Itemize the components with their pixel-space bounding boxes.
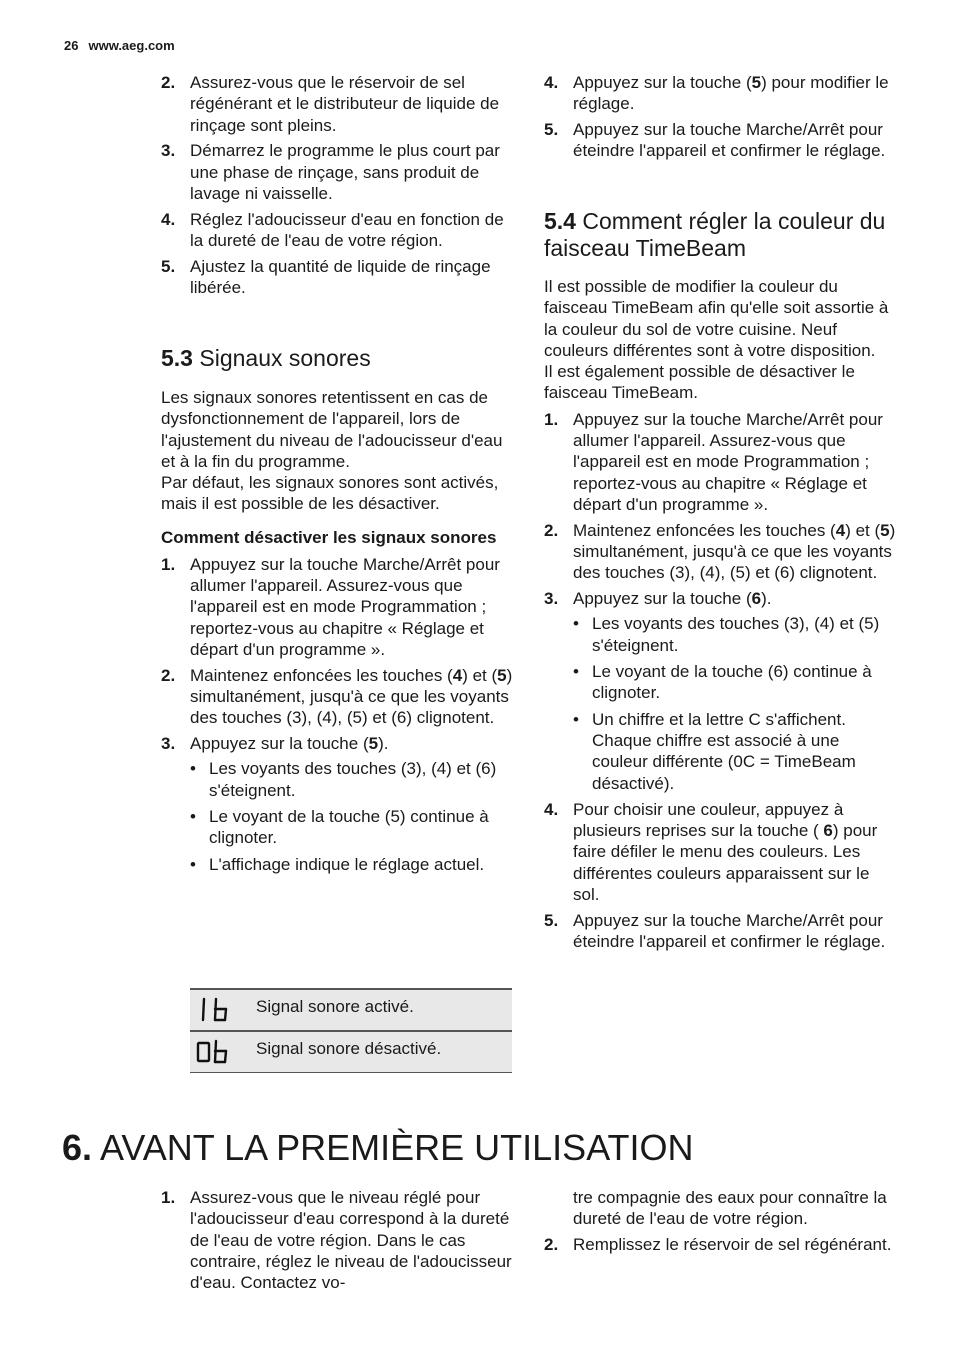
seven-segment-display — [194, 1037, 234, 1067]
page-header — [64, 38, 175, 53]
paragraph: Il est également possible de désactiver le faisceau TimeBeam. — [544, 362, 855, 403]
section-heading-5-4: 5.4 Comment régler la couleur du faisceau TimeBeam — [544, 208, 886, 261]
list-item: 2. Assurez-vous que le réservoir de sel régénérant et le distributeur de liquide de rinçage sont pleins. — [161, 73, 500, 135]
list-item: 3. Appuyez sur la touche (5). • Les voyants des touches (3), (4) et (6) s'éteignent. • Le voyant de la touche (5) continue à clignoter. • L'affichage indique le réglage actuel. — [161, 733, 513, 875]
section-6-right — [544, 1187, 896, 1260]
section-6-left — [161, 1187, 513, 1298]
bullet-item: • Les voyants des touches (3), (4) et (5) s'éteignent. — [573, 614, 880, 655]
list-item: 1. Appuyez sur la touche Marche/Arrêt pour allumer l'appareil. Assurez-vous que l'appareil est en mode Programmation ; reportez-vous au chapitre « Réglage et départ d'un programme ». — [161, 554, 500, 659]
list-item: 2. Maintenez enfoncées les touches (4) et (5) simultanément, jusqu'à ce que les voyants des touches (3), (4), (5) et (6) clignotent. — [544, 520, 896, 583]
table-row — [190, 990, 512, 1030]
list-item: 4. Appuyez sur la touche (5) pour modifier le réglage. — [544, 73, 889, 114]
subheading: Comment désactiver les signaux sonores — [161, 527, 497, 547]
seven-segment-display — [194, 995, 234, 1025]
list-item: 5. Ajustez la quantité de liquide de rinçage libérée. — [161, 256, 491, 298]
bullet-item: • Un chiffre et la lettre C s'affichent. Chaque chiffre est associé à une couleur différente (0C = TimeBeam désactivé). — [573, 709, 856, 793]
bullet-item: • Les voyants des touches (3), (4) et (6) s'éteignent. — [190, 759, 497, 800]
bullet-item: • Le voyant de la touche (5) continue à clignoter. — [190, 807, 489, 848]
list-item: 2. Remplissez le réservoir de sel régénérant. — [544, 1235, 892, 1255]
left-top-steps — [161, 72, 513, 303]
section-5-4-body — [544, 276, 896, 957]
list-item: 4. Pour choisir une couleur, appuyez à plusieurs reprises sur la touche ( 6) pour faire défiler le menu des couleurs. Les différentes couleurs apparaissent sur le sol. — [544, 799, 878, 905]
bullet-item: • L'affichage indique le réglage actuel. — [190, 854, 485, 874]
list-item: 3. Appuyez sur la touche (6). • Les voyants des touches (3), (4) et (5) s'éteignent. • Le voyant de la touche (6) continue à clignoter. • Un chiffre et la lettre C s'affichent. Chaque chiffre est associé à une couleur différente (0C = TimeBeam désactivé). — [544, 588, 896, 794]
section-5-3-body — [161, 387, 513, 880]
bullet-item: • Le voyant de la touche (6) continue à clignoter. — [573, 662, 872, 703]
page-number: 26 — [64, 38, 79, 53]
list-item: 4. Réglez l'adoucisseur d'eau en fonction de la dureté de l'eau de votre région. — [161, 209, 504, 251]
header-url[interactable]: www.aeg.com — [88, 38, 175, 53]
signal-label: Signal sonore désactivé. — [256, 1039, 442, 1058]
signal-label: Signal sonore activé. — [256, 997, 414, 1016]
paragraph: Les signaux sonores retentissent en cas de dysfonctionnement de l'appareil, lors de l'ajustement du niveau de l'adoucisseur d'eau et à la fin du programme. — [161, 388, 503, 471]
list-item: 5. Appuyez sur la touche Marche/Arrêt pour éteindre l'appareil et confirmer le réglage. — [544, 120, 886, 161]
section-heading-5-3: 5.3 Signaux sonores — [161, 345, 371, 371]
right-top-steps — [544, 72, 896, 166]
table-row — [190, 1030, 512, 1072]
paragraph: Par défaut, les signaux sonores sont activés, mais il est possible de les désactiver. — [161, 473, 499, 514]
list-item: 1. Appuyez sur la touche Marche/Arrêt pour allumer l'appareil. Assurez-vous que l'appareil est en mode Programmation ; reportez-vous au chapitre « Réglage et départ d'un programme ». — [544, 409, 883, 514]
paragraph: Il est possible de modifier la couleur du faisceau TimeBeam afin qu'elle soit assortie à la couleur du sol de votre cuisine. Neuf couleurs différentes sont à votre disposition. — [544, 277, 889, 360]
list-item-continuation: tre compagnie des eaux pour connaître la dureté de l'eau de votre région. — [573, 1188, 887, 1229]
list-item: 2. Maintenez enfoncées les touches (4) et (5) simultanément, jusqu'à ce que les voyants des touches (3), (4), (5) et (6) clignotent. — [161, 665, 513, 728]
list-item: 3. Démarrez le programme le plus court par une phase de rinçage, sans produit de lavage ni vaisselle. — [161, 141, 500, 203]
list-item: 1. Assurez-vous que le niveau réglé pour l'adoucisseur d'eau correspond à la dureté de l'eau de votre région. Dans le cas contraire, réglez le niveau de l'adoucisseur d'eau. Contactez vo- — [161, 1188, 512, 1293]
chapter-title: 6. AVANT LA PREMIÈRE UTILISATION — [62, 1127, 694, 1168]
signal-table — [190, 988, 512, 1073]
list-item: 5. Appuyez sur la touche Marche/Arrêt pour éteindre l'appareil et confirmer le réglage. — [544, 910, 886, 952]
